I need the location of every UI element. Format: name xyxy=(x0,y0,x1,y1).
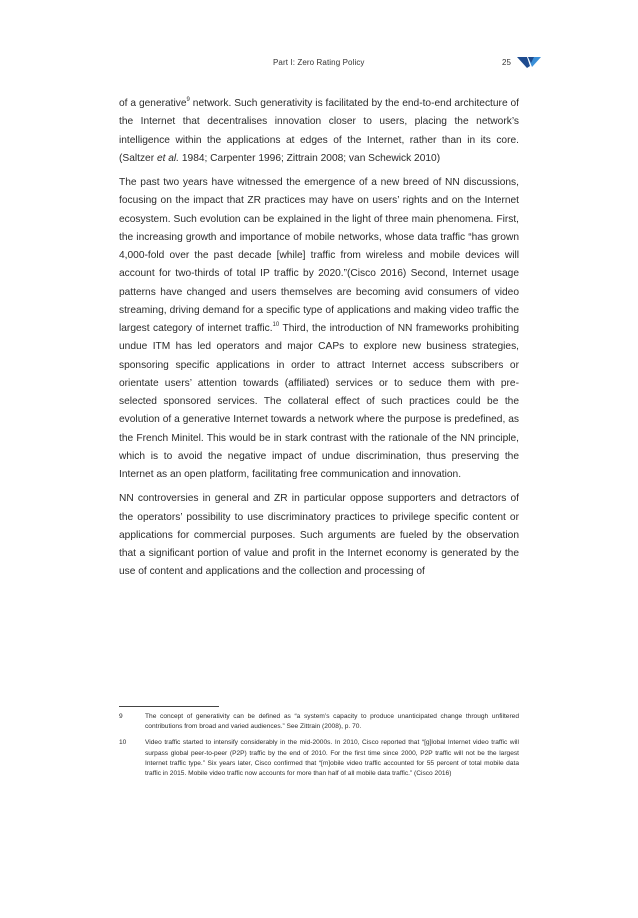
paragraph-3: NN controversies in general and ZR in particular oppose supporters and detractors of the operators’ possibility to use discriminatory practices to privilege specific content or applications for commercial purposes. Such arguments are fueled by the observation that a significant portion of value and profit in the Internet economy is generated by the use of content and applications and the collection and processing of xyxy=(119,493,519,578)
footnote-text: Video traffic started to intensify considerably in the mid-2000s. In 2010, Cisco reported that “[g]lobal Internet video traffic will surpass global peer-to-peer (P2P) traffic by the end of 2010. For the first time since 2000, P2P traffic will not be the largest Internet traffic type.” Six years later, Cisco confirmed that “[m]obile video traffic accounted for 55 percent of total mobile data traffic in 2015. Mobile video traffic now accounts for more than half of all mobile data traffic.” (Cisco 2016) xyxy=(145,739,519,778)
footnote-number: 10 xyxy=(119,739,127,747)
paragraph-2: The past two years have witnessed the emergence of a new breed of NN discussions, focusing on the impact that ZR practices may have on users’ rights and on the Internet ecosystem. Such evolution can be explained in the light of three main phenomena. First, the increasing growth and importance of mobile networks, whose data traffic “has grown 4,000-fold over the past decade [while] traffic from wireless and mobile devices will account for two-thirds of total IP traffic by 2020.”(Cisco 2016) Second, Internet usage patterns have changed and users themselves are becoming avid consumers of video streaming, driving demand for a specific type of applications and making video traffic the largest category of internet traffic.$^{10}$ Third, the introduction of NN frameworks prohibiting undue ITM has led operators and major CAPs to explore new business strategies, sponsoring specific applications in order to attract Internet access subscribers or orientate users’ attention towards (affiliated) services or to seduce them with pre-selected sponsored services. The collateral effect of such practices could be the evolution of a generative Internet towards a network where the purpose is predefined, as the French Minitel. This would be in stark contrast with the rationale of the NN principle, which is to avoid the negative impact of undue discrimination, thus preserving the Internet as an open platform, facilitating free communication and innovation. xyxy=(119,177,519,480)
footnote-number: 9 xyxy=(119,713,123,720)
footnote-text: The concept of generativity can be defined as “a system’s capacity to produce unanticipated change through unfiltered contributions from broad and varied audiences.” See Zittrain (2008), p. 70. xyxy=(145,713,519,731)
page-number: 25 xyxy=(502,58,511,67)
footnote-divider xyxy=(119,706,219,707)
footnote-10 xyxy=(119,738,519,779)
footnote-9 xyxy=(119,712,519,732)
footnote-ref-9[interactable]: 9 xyxy=(186,97,190,103)
publisher-logo-icon xyxy=(517,55,541,69)
footnotes xyxy=(119,712,519,785)
header-title: Part I: Zero Rating Policy xyxy=(273,58,365,67)
paragraph-1: of a generative$^9$ network. Such generativity is facilitated by the end-to-end architecture of the Internet that decentralises innovation closer to users, placing the network’s intelligence within the applications at edges of the Internet, rather than in its core. (Saltzer et al. 1984; Carpenter 1996; Zittrain 2008; van Schewick 2010) xyxy=(119,97,520,164)
footnote-ref-10[interactable]: 10 xyxy=(272,322,280,328)
main-text xyxy=(119,95,519,588)
